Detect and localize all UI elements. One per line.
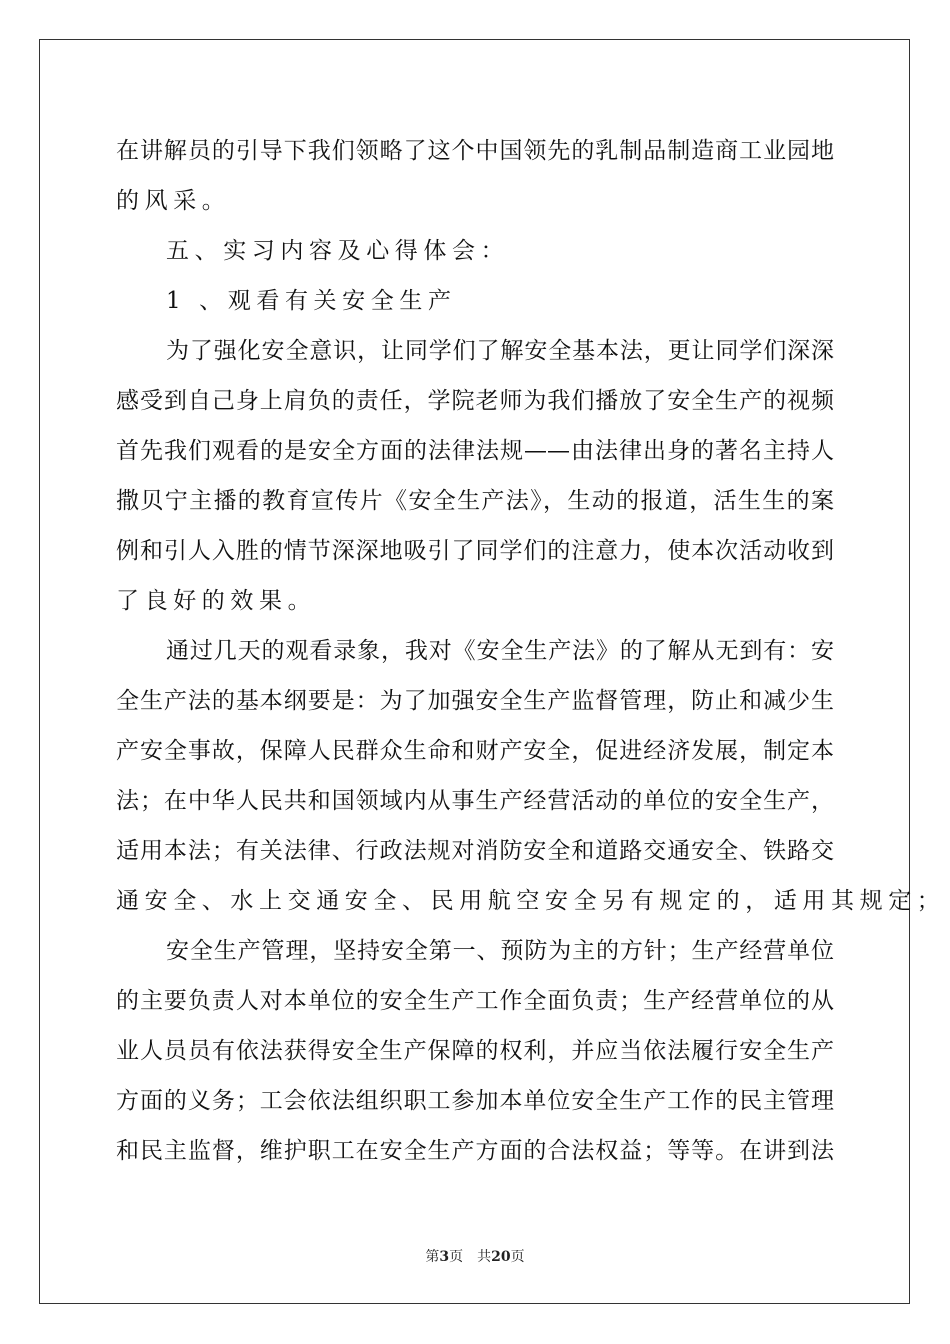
text-line: 的风采。 xyxy=(116,188,231,214)
text-line: 适用本法；有关法律、行政法规对消防安全和道路交通安全、铁路交 xyxy=(116,838,834,864)
text-line: 撒贝宁主播的教育宣传片《安全生产法》，生动的报道，活生生的案 xyxy=(116,488,834,514)
text-line: 了良好的效果。 xyxy=(116,588,317,614)
text-line: 安全生产管理，坚持安全第一、预防为主的方针；生产经营单位 xyxy=(166,938,834,964)
text-line: 感受到自己身上肩负的责任，学院老师为我们播放了安全生产的视频 xyxy=(116,388,834,414)
text-line: 方面的义务；工会依法组织职工参加本单位安全生产工作的民主管理 xyxy=(116,1088,834,1114)
text-line: 的主要负责人对本单位的安全生产工作全面负责；生产经营单位的从 xyxy=(116,988,834,1014)
text-line: 和民主监督，维护职工在安全生产方面的合法权益；等等。在讲到法 xyxy=(116,1138,834,1164)
total-prefix: 共 xyxy=(477,1249,492,1265)
page-prefix: 第 xyxy=(425,1249,440,1265)
text-line: 例和引人入胜的情节深深地吸引了同学们的注意力，使本次活动收到 xyxy=(116,538,834,564)
page-number: 3 xyxy=(439,1249,450,1265)
text-line: 业人员员有依法获得安全生产保障的权利，并应当依法履行安全生产 xyxy=(116,1038,834,1064)
text-line: 法；在中华人民共和国领域内从事生产经营活动的单位的安全生产， xyxy=(116,788,834,814)
text-line: 产安全事故，保障人民群众生命和财产安全，促进经济发展，制定本 xyxy=(116,738,834,764)
text-line: 首先我们观看的是安全方面的法律法规——由法律出身的著名主持人 xyxy=(116,438,834,464)
text-line: 通安全、水上交通安全、民用航空安全另有规定的，适用其规定； xyxy=(116,888,946,914)
total-suffix: 页 xyxy=(510,1249,525,1265)
total-pages: 20 xyxy=(491,1249,511,1265)
page-suffix: 页 xyxy=(449,1249,464,1265)
text-line: 在讲解员的引导下我们领略了这个中国领先的乳制品制造商工业园地 xyxy=(116,138,834,164)
section-heading: 五、实习内容及心得体会： xyxy=(166,238,510,264)
text-line: 全生产法的基本纲要是：为了加强安全生产监督管理，防止和减少生 xyxy=(116,688,834,714)
subsection-heading: 1 、观看有关安全生产 xyxy=(166,288,457,314)
text-line: 通过几天的观看录象，我对《安全生产法》的了解从无到有：安 xyxy=(166,638,834,664)
text-line: 为了强化安全意识，让同学们了解安全基本法，更让同学们深深 xyxy=(166,338,834,364)
page-footer xyxy=(0,1246,950,1266)
